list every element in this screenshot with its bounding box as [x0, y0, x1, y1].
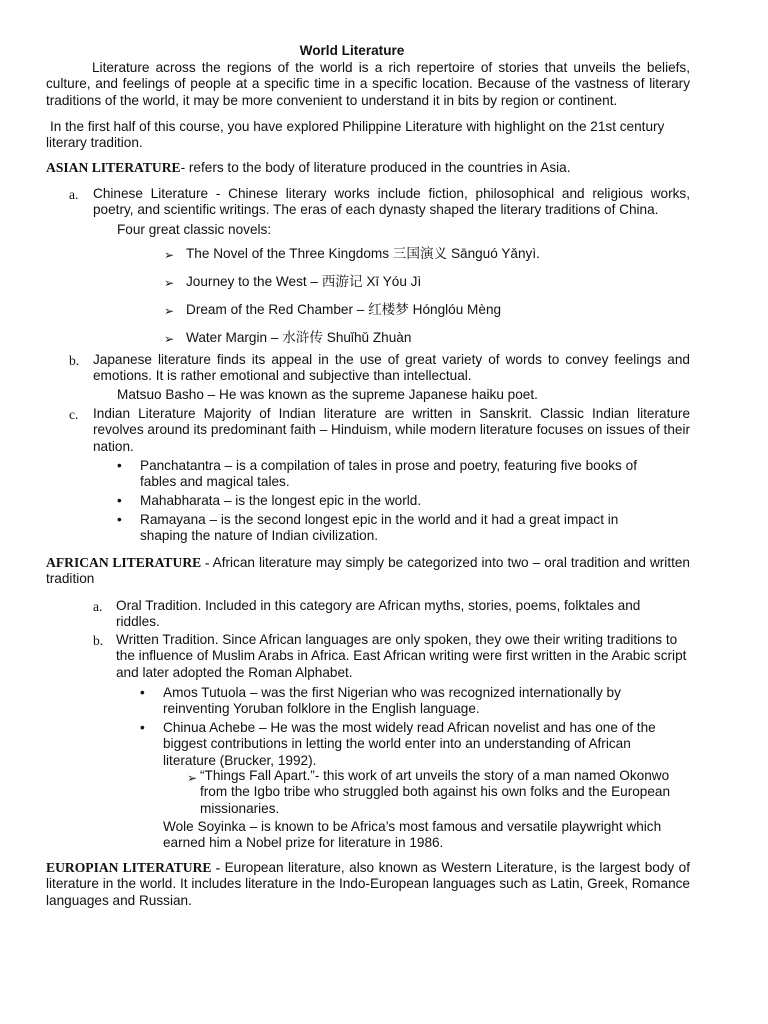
- intro-text: Literature across the regions of the world is a rich repertoire of stories that unveils the beliefs, culture, and feelings of people at a specific time in a specific location. Because of the vastness of literary traditions of the world, it may be more convenient to understand it in bits by region or continent.: [46, 60, 690, 108]
- indian-bullet-item: [140, 493, 665, 509]
- african-bullet-item: [163, 720, 658, 769]
- european-section-intro: [46, 860, 690, 909]
- chinese-literature-item: [93, 186, 690, 219]
- asian-heading-text: - refers to the body of literature produced in the countries in Asia.: [180, 160, 571, 175]
- african-heading: AFRICAN LITERATURE -: [46, 555, 210, 570]
- novel-text: Dream of the Red Chamber – 红楼梦 Hónglóu Mèng: [186, 302, 502, 317]
- african-bullet-text: Chinua Achebe – He was the most widely read African novelist and has one of the biggest contributions in letting the world enter into an understanding of African literature (Brucker, 1992).: [163, 720, 656, 768]
- indian-bullet-text: Ramayana – is the second longest epic in the world and it had a great impact in shaping the nature of Indian civilization.: [140, 512, 619, 544]
- first-half-paragraph: [46, 119, 690, 152]
- page-title: World Literature: [299, 43, 405, 58]
- african-bullet-item: [163, 685, 658, 718]
- basho-line: [117, 387, 538, 403]
- novel-item: [186, 274, 421, 290]
- novel-text: The Novel of the Three Kingdoms 三国演义 Sānguó Yǎnyì.: [186, 246, 540, 261]
- novel-text: Water Margin – 水浒传 Shuǐhǔ Zhuàn: [186, 330, 412, 345]
- african-heading-text: African literature may simply be categorized into two – oral tradition and written tradition: [46, 555, 690, 587]
- novel-item: [186, 302, 501, 318]
- four-novels-label: Four great classic novels:: [117, 222, 272, 237]
- four-novels-line: [117, 222, 271, 238]
- novel-text: Journey to the West – 西游记 Xī Yóu Jì: [186, 274, 422, 289]
- things-fall-apart-item: [200, 768, 696, 817]
- intro-paragraph: [46, 60, 690, 109]
- list-marker: a.: [93, 599, 103, 614]
- arrow-bullet-icon: ➢: [164, 276, 175, 290]
- oral-tradition-item: [116, 598, 676, 631]
- bullet-icon: •: [117, 493, 122, 508]
- indian-literature-item: [93, 406, 690, 455]
- japanese-literature-text: Japanese literature finds its appeal in the use of great variety of words to convey feelings and emotions. It is rather emotional and subjective than intellectual.: [93, 352, 690, 384]
- european-heading: EUROPIAN LITERATURE -: [46, 860, 221, 875]
- european-heading-text: European literature, also known as Western Literature, is the largest body of literature in the world. It includes literature in the Indo-European languages such as Latin, Greek, Romance languages and Russian.: [46, 860, 690, 908]
- arrow-bullet-icon: ➢: [164, 332, 175, 346]
- indian-literature-text: Indian Literature Majority of Indian literature are written in Sanskrit. Classic Indian literature revolves around its predominant faith – Hinduism, while modern literature focuses on issues of their nation.: [93, 406, 690, 454]
- novel-item: [186, 330, 411, 346]
- african-bullet-text: Amos Tutuola – was the first Nigerian who was recognized internationally by reinventing Yoruban folklore in the English language.: [163, 685, 621, 717]
- list-marker: b.: [93, 633, 104, 648]
- african-section-intro: [46, 555, 690, 588]
- bullet-icon: •: [140, 720, 145, 735]
- bullet-icon: •: [140, 685, 145, 700]
- first-half-text: In the first half of this course, you have explored Philippine Literature with highlight on the 21st century literary tradition.: [46, 119, 665, 151]
- asian-section-intro: [46, 160, 690, 176]
- written-tradition-text: Written Tradition. Since African languages are only spoken, they owe their writing traditions to the influence of Muslim Arabs in Africa. East African writing were first written in the Arabic script and later adopted the Roman Alphabet.: [116, 632, 687, 680]
- indian-bullet-item: [140, 512, 665, 545]
- list-marker: a.: [69, 187, 79, 202]
- indian-bullet-text: Mahabharata – is the longest epic in the world.: [140, 493, 422, 508]
- chinese-literature-text: Chinese Literature - Chinese literary works include fiction, philosophical and religious works, poetry, and scientific writings. The eras of each dynasty shaped the literary traditions of China.: [93, 186, 690, 218]
- arrow-bullet-icon: ➢: [187, 771, 198, 785]
- japanese-literature-item: [93, 352, 690, 385]
- written-tradition-item: [116, 632, 692, 681]
- things-fall-apart-text: “Things Fall Apart.”- this work of art unveils the story of a man named Okonwo from the Igbo tribe who struggled both against his own folks and the European missionaries.: [200, 768, 671, 816]
- list-marker: c.: [69, 407, 79, 422]
- novel-item: [186, 246, 540, 262]
- bullet-icon: •: [117, 512, 122, 527]
- indian-bullet-text: Panchatantra – is a compilation of tales in prose and poetry, featuring five books of fables and magical tales.: [140, 458, 637, 490]
- arrow-bullet-icon: ➢: [164, 248, 175, 262]
- soyinka-item: [163, 819, 696, 852]
- bullet-icon: •: [117, 458, 122, 473]
- list-marker: b.: [69, 353, 80, 368]
- basho-text: Matsuo Basho – He was known as the supreme Japanese haiku poet.: [117, 387, 538, 402]
- arrow-bullet-icon: ➢: [164, 304, 175, 318]
- soyinka-text: Wole Soyinka – is known to be Africa’s most famous and versatile playwright which earned him a Nobel prize for literature in 1986.: [163, 819, 662, 851]
- indian-bullet-item: [140, 458, 665, 491]
- asian-heading: ASIAN LITERATURE: [46, 160, 181, 175]
- oral-tradition-text: Oral Tradition. Included in this category are African myths, stories, poems, folktales and riddles.: [116, 598, 641, 630]
